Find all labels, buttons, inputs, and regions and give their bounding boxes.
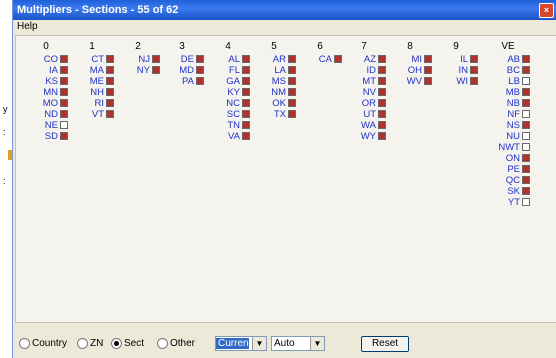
section-label: DE (180, 54, 194, 65)
section-item[interactable] (486, 87, 530, 98)
mode-select[interactable] (271, 336, 325, 351)
section-item[interactable] (24, 120, 68, 131)
worked-indicator (106, 88, 114, 96)
radio-other[interactable] (157, 338, 195, 350)
section-item[interactable] (252, 65, 296, 76)
worked-indicator (242, 88, 250, 96)
needed-indicator (522, 143, 530, 151)
section-item[interactable] (24, 131, 68, 142)
section-label: LA (274, 65, 286, 76)
column-header: 8 (407, 41, 413, 52)
section-label: PA (182, 76, 194, 87)
band-select[interactable] (215, 336, 267, 351)
section-item[interactable] (116, 54, 160, 65)
radio-sect-circle[interactable] (111, 338, 122, 349)
section-label: NB (506, 98, 520, 109)
radio-country-label: Country (32, 338, 68, 350)
radio-other-circle[interactable] (157, 338, 168, 349)
section-item[interactable] (434, 65, 478, 76)
column-header: VE (501, 41, 515, 52)
radio-other-label: Other (170, 338, 196, 350)
section-label: SK (507, 186, 520, 197)
section-label: KY (227, 87, 240, 98)
worked-indicator (242, 66, 250, 74)
section-item[interactable] (160, 76, 204, 87)
section-item[interactable] (486, 109, 530, 120)
section-item[interactable] (486, 98, 530, 109)
radio-zn[interactable] (77, 338, 103, 350)
column-header: 4 (225, 41, 231, 52)
section-label: NJ (138, 54, 150, 65)
section-item[interactable] (206, 65, 250, 76)
section-label: NE (44, 120, 58, 131)
section-column (70, 40, 114, 120)
radio-zn-label: ZN (90, 338, 104, 350)
section-item[interactable] (388, 65, 432, 76)
worked-indicator (242, 132, 250, 140)
column-header: 3 (179, 41, 185, 52)
section-item[interactable] (486, 131, 530, 142)
section-column (160, 40, 204, 87)
section-item[interactable] (24, 87, 68, 98)
section-item[interactable] (206, 120, 250, 131)
section-label: TN (227, 120, 240, 131)
worked-indicator (242, 77, 250, 85)
column-header: 0 (43, 41, 49, 52)
radio-country-circle[interactable] (19, 338, 30, 349)
section-label: SD (44, 131, 58, 142)
worked-indicator (288, 110, 296, 118)
section-item[interactable] (24, 109, 68, 120)
worked-indicator (522, 154, 530, 162)
edge-text-1: y (3, 104, 8, 114)
section-item[interactable] (486, 54, 530, 65)
worked-indicator (334, 55, 342, 63)
needed-indicator (522, 110, 530, 118)
section-item[interactable] (486, 186, 530, 197)
worked-indicator (522, 88, 530, 96)
section-item[interactable] (24, 65, 68, 76)
worked-indicator (378, 132, 386, 140)
section-item[interactable] (70, 65, 114, 76)
column-header: 7 (361, 41, 367, 52)
section-label: NF (507, 109, 520, 120)
section-label: ME (89, 76, 104, 87)
section-column (342, 40, 386, 142)
section-item[interactable] (24, 54, 68, 65)
section-label: QC (505, 175, 520, 186)
background-desktop-strip (0, 0, 12, 358)
section-item[interactable] (206, 54, 250, 65)
worked-indicator (106, 99, 114, 107)
section-label: NC (226, 98, 240, 109)
section-item[interactable] (160, 65, 204, 76)
radio-sect[interactable] (111, 338, 144, 350)
worked-indicator (378, 88, 386, 96)
worked-indicator (106, 77, 114, 85)
radio-zn-circle[interactable] (77, 338, 88, 349)
section-label: MN (43, 87, 58, 98)
section-item[interactable] (486, 65, 530, 76)
section-label: VA (228, 131, 240, 142)
section-item[interactable] (116, 65, 160, 76)
section-item[interactable] (434, 76, 478, 87)
title-bar[interactable] (13, 0, 556, 20)
edge-text-2: : (3, 127, 6, 137)
column-header: 5 (271, 41, 277, 52)
section-item[interactable] (252, 98, 296, 109)
section-item[interactable] (342, 65, 386, 76)
worked-indicator (60, 55, 68, 63)
section-label: YT (507, 197, 520, 208)
section-item[interactable] (486, 120, 530, 131)
worked-indicator (196, 55, 204, 63)
worked-indicator (522, 99, 530, 107)
section-label: MO (42, 98, 58, 109)
section-item[interactable] (342, 87, 386, 98)
worked-indicator (378, 55, 386, 63)
section-label: IL (460, 54, 468, 65)
worked-indicator (288, 77, 296, 85)
worked-indicator (288, 99, 296, 107)
section-item[interactable] (342, 54, 386, 65)
section-item[interactable] (70, 98, 114, 109)
section-column (116, 40, 160, 76)
column-header: 1 (89, 41, 95, 52)
section-label: KS (45, 76, 58, 87)
section-column (298, 40, 342, 65)
worked-indicator (152, 66, 160, 74)
section-label: UT (363, 109, 376, 120)
menu-bar (13, 20, 556, 33)
worked-indicator (522, 176, 530, 184)
worked-indicator (60, 88, 68, 96)
section-item[interactable] (160, 54, 204, 65)
section-label: OK (272, 98, 286, 109)
section-label: AR (272, 54, 286, 65)
worked-indicator (196, 77, 204, 85)
section-item[interactable] (252, 87, 296, 98)
section-label: VT (91, 109, 104, 120)
section-item[interactable] (24, 98, 68, 109)
section-label: MA (89, 65, 104, 76)
section-item[interactable] (206, 76, 250, 87)
section-item[interactable] (342, 131, 386, 142)
section-item[interactable] (486, 153, 530, 164)
section-item[interactable] (206, 131, 250, 142)
column-header: 6 (317, 41, 323, 52)
section-label: NU (506, 131, 520, 142)
sections-grid (15, 35, 556, 323)
section-item[interactable] (342, 76, 386, 87)
window-title: Multipliers - Sections - 55 of 62 (17, 4, 179, 16)
section-item[interactable] (388, 76, 432, 87)
section-item[interactable] (252, 76, 296, 87)
edge-text-3: : (3, 176, 6, 186)
worked-indicator (522, 66, 530, 74)
section-item[interactable] (388, 54, 432, 65)
section-item[interactable] (342, 120, 386, 131)
section-column (24, 40, 68, 142)
worked-indicator (522, 121, 530, 129)
section-item[interactable] (70, 87, 114, 98)
section-item[interactable] (206, 98, 250, 109)
worked-indicator (378, 77, 386, 85)
worked-indicator (60, 66, 68, 74)
worked-indicator (60, 77, 68, 85)
needed-indicator (522, 132, 530, 140)
section-label: CO (43, 54, 58, 65)
radio-country[interactable] (19, 338, 67, 350)
needed-indicator (522, 198, 530, 206)
section-label: IA (49, 65, 58, 76)
worked-indicator (378, 66, 386, 74)
multipliers-window (12, 0, 556, 358)
section-item[interactable] (206, 87, 250, 98)
section-label: PE (507, 164, 520, 175)
section-label: NS (506, 120, 520, 131)
worked-indicator (288, 55, 296, 63)
section-item[interactable] (206, 109, 250, 120)
section-label: OR (361, 98, 376, 109)
section-label: LB (508, 76, 520, 87)
needed-indicator (522, 77, 530, 85)
section-label: MS (271, 76, 286, 87)
worked-indicator (242, 121, 250, 129)
worked-indicator (424, 77, 432, 85)
worked-indicator (106, 66, 114, 74)
needed-indicator (60, 121, 68, 129)
section-column (206, 40, 250, 142)
section-label: NM (271, 87, 286, 98)
section-label: AL (228, 54, 240, 65)
worked-indicator (378, 121, 386, 129)
worked-indicator (378, 110, 386, 118)
section-label: MB (505, 87, 520, 98)
section-item[interactable] (434, 54, 478, 65)
section-label: AB (507, 54, 520, 65)
worked-indicator (60, 110, 68, 118)
section-label: WA (361, 120, 376, 131)
section-label: NV (362, 87, 376, 98)
section-label: ND (44, 109, 58, 120)
worked-indicator (106, 110, 114, 118)
worked-indicator (470, 66, 478, 74)
section-label: WY (360, 131, 376, 142)
worked-indicator (60, 132, 68, 140)
section-column (388, 40, 432, 87)
section-label: SC (226, 109, 240, 120)
section-item[interactable] (486, 76, 530, 87)
worked-indicator (242, 55, 250, 63)
section-label: OH (407, 65, 422, 76)
section-label: ON (505, 153, 520, 164)
section-column (486, 40, 530, 208)
section-item[interactable] (70, 76, 114, 87)
section-label: NH (90, 87, 104, 98)
reset-button[interactable]: Reset (361, 336, 409, 352)
worked-indicator (152, 55, 160, 63)
worked-indicator (378, 99, 386, 107)
section-label: FL (228, 65, 240, 76)
chevron-down-icon[interactable]: ▼ (252, 337, 266, 350)
section-label: MD (179, 65, 194, 76)
worked-indicator (288, 88, 296, 96)
section-label: ID (366, 65, 376, 76)
worked-indicator (196, 66, 204, 74)
section-label: CA (318, 54, 332, 65)
column-header: 9 (453, 41, 459, 52)
section-label: IN (458, 65, 468, 76)
section-item[interactable] (342, 109, 386, 120)
bottom-controls (13, 333, 556, 355)
section-item[interactable] (70, 109, 114, 120)
section-label: NY (136, 65, 150, 76)
section-column (252, 40, 296, 120)
section-item[interactable] (24, 76, 68, 87)
section-label: WI (456, 76, 468, 87)
section-label: TX (273, 109, 286, 120)
column-header: 2 (135, 41, 141, 52)
section-item[interactable] (486, 142, 530, 153)
worked-indicator (106, 55, 114, 63)
section-item[interactable] (342, 98, 386, 109)
worked-indicator (522, 55, 530, 63)
section-item[interactable] (252, 54, 296, 65)
worked-indicator (288, 66, 296, 74)
close-button[interactable]: × (539, 3, 554, 18)
worked-indicator (242, 99, 250, 107)
chevron-down-icon[interactable]: ▼ (310, 337, 324, 350)
section-label: CT (91, 54, 104, 65)
section-label: BC (506, 65, 520, 76)
worked-indicator (522, 187, 530, 195)
worked-indicator (60, 99, 68, 107)
section-item[interactable] (298, 54, 342, 65)
worked-indicator (470, 55, 478, 63)
section-column (434, 40, 478, 87)
section-item[interactable] (70, 54, 114, 65)
section-label: AZ (363, 54, 376, 65)
mode-select-value: Auto (274, 338, 295, 349)
section-item[interactable] (486, 175, 530, 186)
worked-indicator (470, 77, 478, 85)
band-select-value: Curren (218, 338, 249, 349)
section-item[interactable] (486, 197, 530, 208)
section-label: MT (362, 76, 376, 87)
section-label: WV (406, 76, 422, 87)
section-label: GA (226, 76, 240, 87)
radio-sect-label: Sect (124, 338, 145, 350)
worked-indicator (522, 165, 530, 173)
worked-indicator (424, 55, 432, 63)
section-label: MI (411, 54, 422, 65)
worked-indicator (424, 66, 432, 74)
menu-help[interactable]: Help (17, 21, 38, 32)
worked-indicator (242, 110, 250, 118)
section-label: NWT (498, 142, 520, 153)
section-item[interactable] (486, 164, 530, 175)
section-item[interactable] (252, 109, 296, 120)
section-label: RI (94, 98, 104, 109)
